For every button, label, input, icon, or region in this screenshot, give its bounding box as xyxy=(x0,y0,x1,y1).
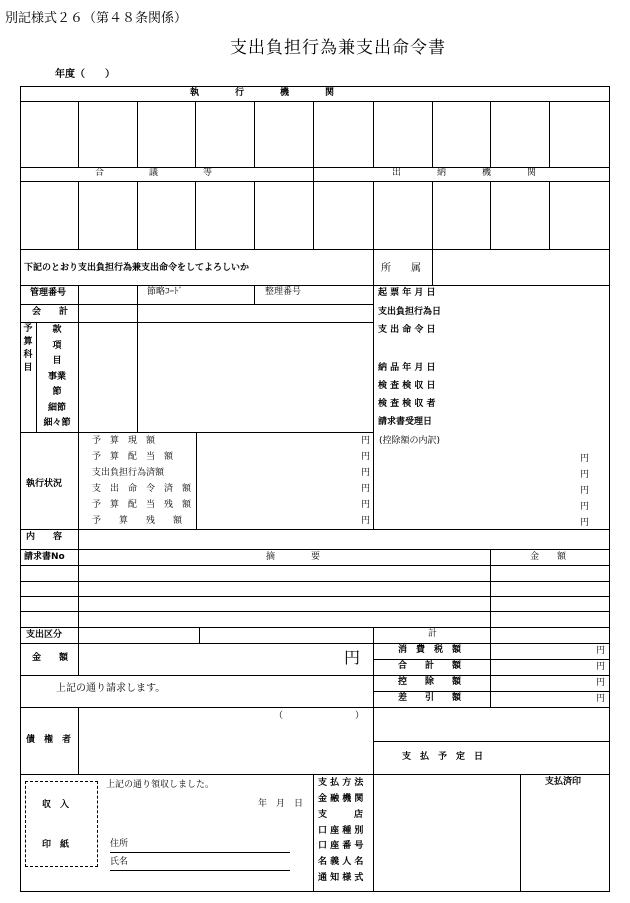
request-statement: 上記の通り請求します。 xyxy=(56,683,166,694)
yen-unit: 円 xyxy=(580,518,590,528)
rule xyxy=(432,181,433,249)
rule xyxy=(78,101,79,167)
rule xyxy=(490,549,491,627)
rule xyxy=(20,304,373,305)
rule xyxy=(520,774,521,892)
rule xyxy=(20,101,610,102)
rule xyxy=(373,285,374,447)
fiscal-year-label: 年度（ ） xyxy=(55,69,115,80)
rule xyxy=(20,549,610,550)
yen-unit: 円 xyxy=(596,662,606,672)
expense-category-label: 支出区分 xyxy=(26,630,63,640)
rule xyxy=(20,596,610,597)
deduction-breakdown-label: (控除額の内訳) xyxy=(379,436,441,446)
yen-unit: 円 xyxy=(596,678,606,688)
allocated-remaining-label: 予 算 配 当 残 額 xyxy=(92,500,192,510)
inspection-date-label: 検 査 検 収 日 xyxy=(378,381,436,391)
rule xyxy=(254,181,255,249)
invoice-received-label: 請求書受理日 xyxy=(378,417,433,427)
rule xyxy=(20,611,610,612)
yen-unit: 円 xyxy=(361,500,371,510)
rule xyxy=(20,322,373,323)
execution-status-label: 執行状況 xyxy=(26,479,63,489)
rule xyxy=(313,167,314,249)
account-label: 会 計 xyxy=(32,307,69,317)
rule xyxy=(373,181,374,249)
budget-current-label: 予 算 現 額 xyxy=(92,436,156,446)
notification-format-label: 通 知 様 式 xyxy=(318,873,364,883)
rule xyxy=(313,774,314,892)
rule xyxy=(199,627,200,643)
rule xyxy=(254,101,255,167)
amount-header: 金 額 xyxy=(530,552,567,562)
rule xyxy=(137,181,138,249)
rule xyxy=(373,691,610,692)
net-amount-label: 差 引 額 xyxy=(398,693,462,703)
budget-items-list: 款 項 目 事業 節 細節 細々節 xyxy=(43,325,71,428)
receipt-date: 年 月 日 xyxy=(258,799,304,809)
rule xyxy=(432,101,433,167)
budget-subject-label: 予 算 科 目 xyxy=(23,324,33,373)
request-text: 下記のとおり支出負担行為兼支出命令をしてよろしいか xyxy=(24,263,250,273)
rule xyxy=(110,852,290,853)
rule xyxy=(432,249,433,285)
amount-label: 金 額 xyxy=(32,653,69,663)
rule xyxy=(549,181,550,249)
treasury-header: 出 納 機 関 xyxy=(392,168,537,178)
yen-unit: 円 xyxy=(580,502,590,512)
rule xyxy=(373,659,610,660)
summary-header: 摘 要 xyxy=(266,552,321,562)
rule xyxy=(20,675,610,676)
total-label: 計 xyxy=(428,629,438,639)
budget-remaining-label: 予 算 残 額 xyxy=(92,516,183,526)
financial-institution-label: 金 融 機 関 xyxy=(318,794,364,804)
mgmt-number-label: 管理番号 xyxy=(30,288,67,298)
rule xyxy=(195,101,196,167)
paid-stamp-label: 支払済印 xyxy=(545,777,582,787)
form-number: 別記様式２６（第４８条関係） xyxy=(5,11,188,26)
executive-header: 執 行 機 関 xyxy=(190,88,335,98)
page-title: 支出負担行為兼支出命令書 xyxy=(230,38,446,58)
commitment-done-label: 支出負担行為済額 xyxy=(92,468,165,478)
address-label: 住所 xyxy=(110,839,129,849)
receipt-statement: 上記の通り領収しました。 xyxy=(106,780,215,790)
yen-unit: 円 xyxy=(361,516,371,526)
order-date-label: 支 出 命 令 日 xyxy=(378,325,436,335)
rule xyxy=(373,707,374,892)
arrange-number-label: 整理番号 xyxy=(265,287,302,297)
yen-unit: 円 xyxy=(361,452,371,462)
rule xyxy=(20,249,610,250)
yen-unit: 円 xyxy=(361,468,371,478)
rule xyxy=(20,643,610,644)
rule xyxy=(195,181,196,249)
creditor-paren: （ ） xyxy=(274,711,365,721)
draft-date-label: 起 票 年 月 日 xyxy=(378,288,436,298)
rule xyxy=(78,707,79,774)
rule xyxy=(549,101,550,167)
rule xyxy=(20,707,610,708)
council-header: 合 議 等 xyxy=(95,168,213,178)
rule xyxy=(373,249,374,285)
rule xyxy=(137,285,138,432)
yen-unit: 円 xyxy=(596,694,606,704)
contents-label: 内 容 xyxy=(26,532,63,542)
rule xyxy=(20,581,610,582)
creditor-label: 債 権 者 xyxy=(26,735,72,745)
yen-unit: 円 xyxy=(596,646,606,656)
commitment-date-label: 支出負担行為日 xyxy=(378,307,442,317)
revenue-stamp-bottom: 印 紙 xyxy=(42,840,70,850)
rule xyxy=(373,101,374,167)
rule xyxy=(196,432,197,529)
rule xyxy=(20,181,610,182)
yen-unit: 円 xyxy=(580,454,590,464)
rule xyxy=(110,870,290,871)
rule xyxy=(78,627,79,675)
rule xyxy=(254,285,255,304)
budget-allocated-label: 予 算 配 当 額 xyxy=(92,452,174,462)
rule xyxy=(20,285,610,286)
rule xyxy=(490,181,491,249)
rule xyxy=(78,181,79,249)
rule xyxy=(373,741,610,742)
rule xyxy=(490,101,491,167)
deduction-label: 控 除 額 xyxy=(398,677,462,687)
yen-unit: 円 xyxy=(580,486,590,496)
name-label: 氏名 xyxy=(110,857,129,867)
delivery-date-label: 納 品 年 月 日 xyxy=(378,363,436,373)
payment-method-label: 支 払 方 法 xyxy=(318,778,364,788)
rule xyxy=(490,627,491,707)
account-holder-label: 名 義 人 名 xyxy=(318,857,364,867)
account-number-label: 口 座 番 号 xyxy=(318,841,364,851)
order-done-label: 支 出 命 令 済 額 xyxy=(92,484,192,494)
branch-label: 支 店 xyxy=(318,810,364,820)
account-type-label: 口 座 種 別 xyxy=(318,826,364,836)
rule xyxy=(78,432,79,529)
rule xyxy=(373,627,374,707)
invoice-no-header: 請求書No xyxy=(24,552,65,562)
yen-unit: 円 xyxy=(361,484,371,494)
rule xyxy=(78,549,79,627)
sum-label: 合 計 額 xyxy=(398,661,462,671)
affiliation-label: 所 属 xyxy=(381,263,421,274)
scheduled-payment-label: 支 払 予 定 日 xyxy=(402,752,484,762)
rule xyxy=(137,101,138,167)
consumption-tax-label: 消 費 税 額 xyxy=(398,645,462,655)
rule xyxy=(78,285,79,432)
rule xyxy=(20,774,610,775)
rule xyxy=(313,101,314,167)
rule xyxy=(78,529,79,549)
inspector-label: 検 査 検 収 者 xyxy=(378,399,436,409)
amount-yen: 円 xyxy=(344,648,361,667)
revenue-stamp-top: 収 入 xyxy=(42,800,70,810)
yen-unit: 円 xyxy=(361,436,371,446)
yen-unit: 円 xyxy=(580,470,590,480)
abbr-code-label: 節略ｺｰﾄﾞ xyxy=(147,287,184,297)
rule xyxy=(20,565,610,566)
revenue-stamp-box xyxy=(25,781,98,867)
rule xyxy=(373,432,374,529)
rule xyxy=(20,529,610,530)
rule xyxy=(20,627,610,628)
